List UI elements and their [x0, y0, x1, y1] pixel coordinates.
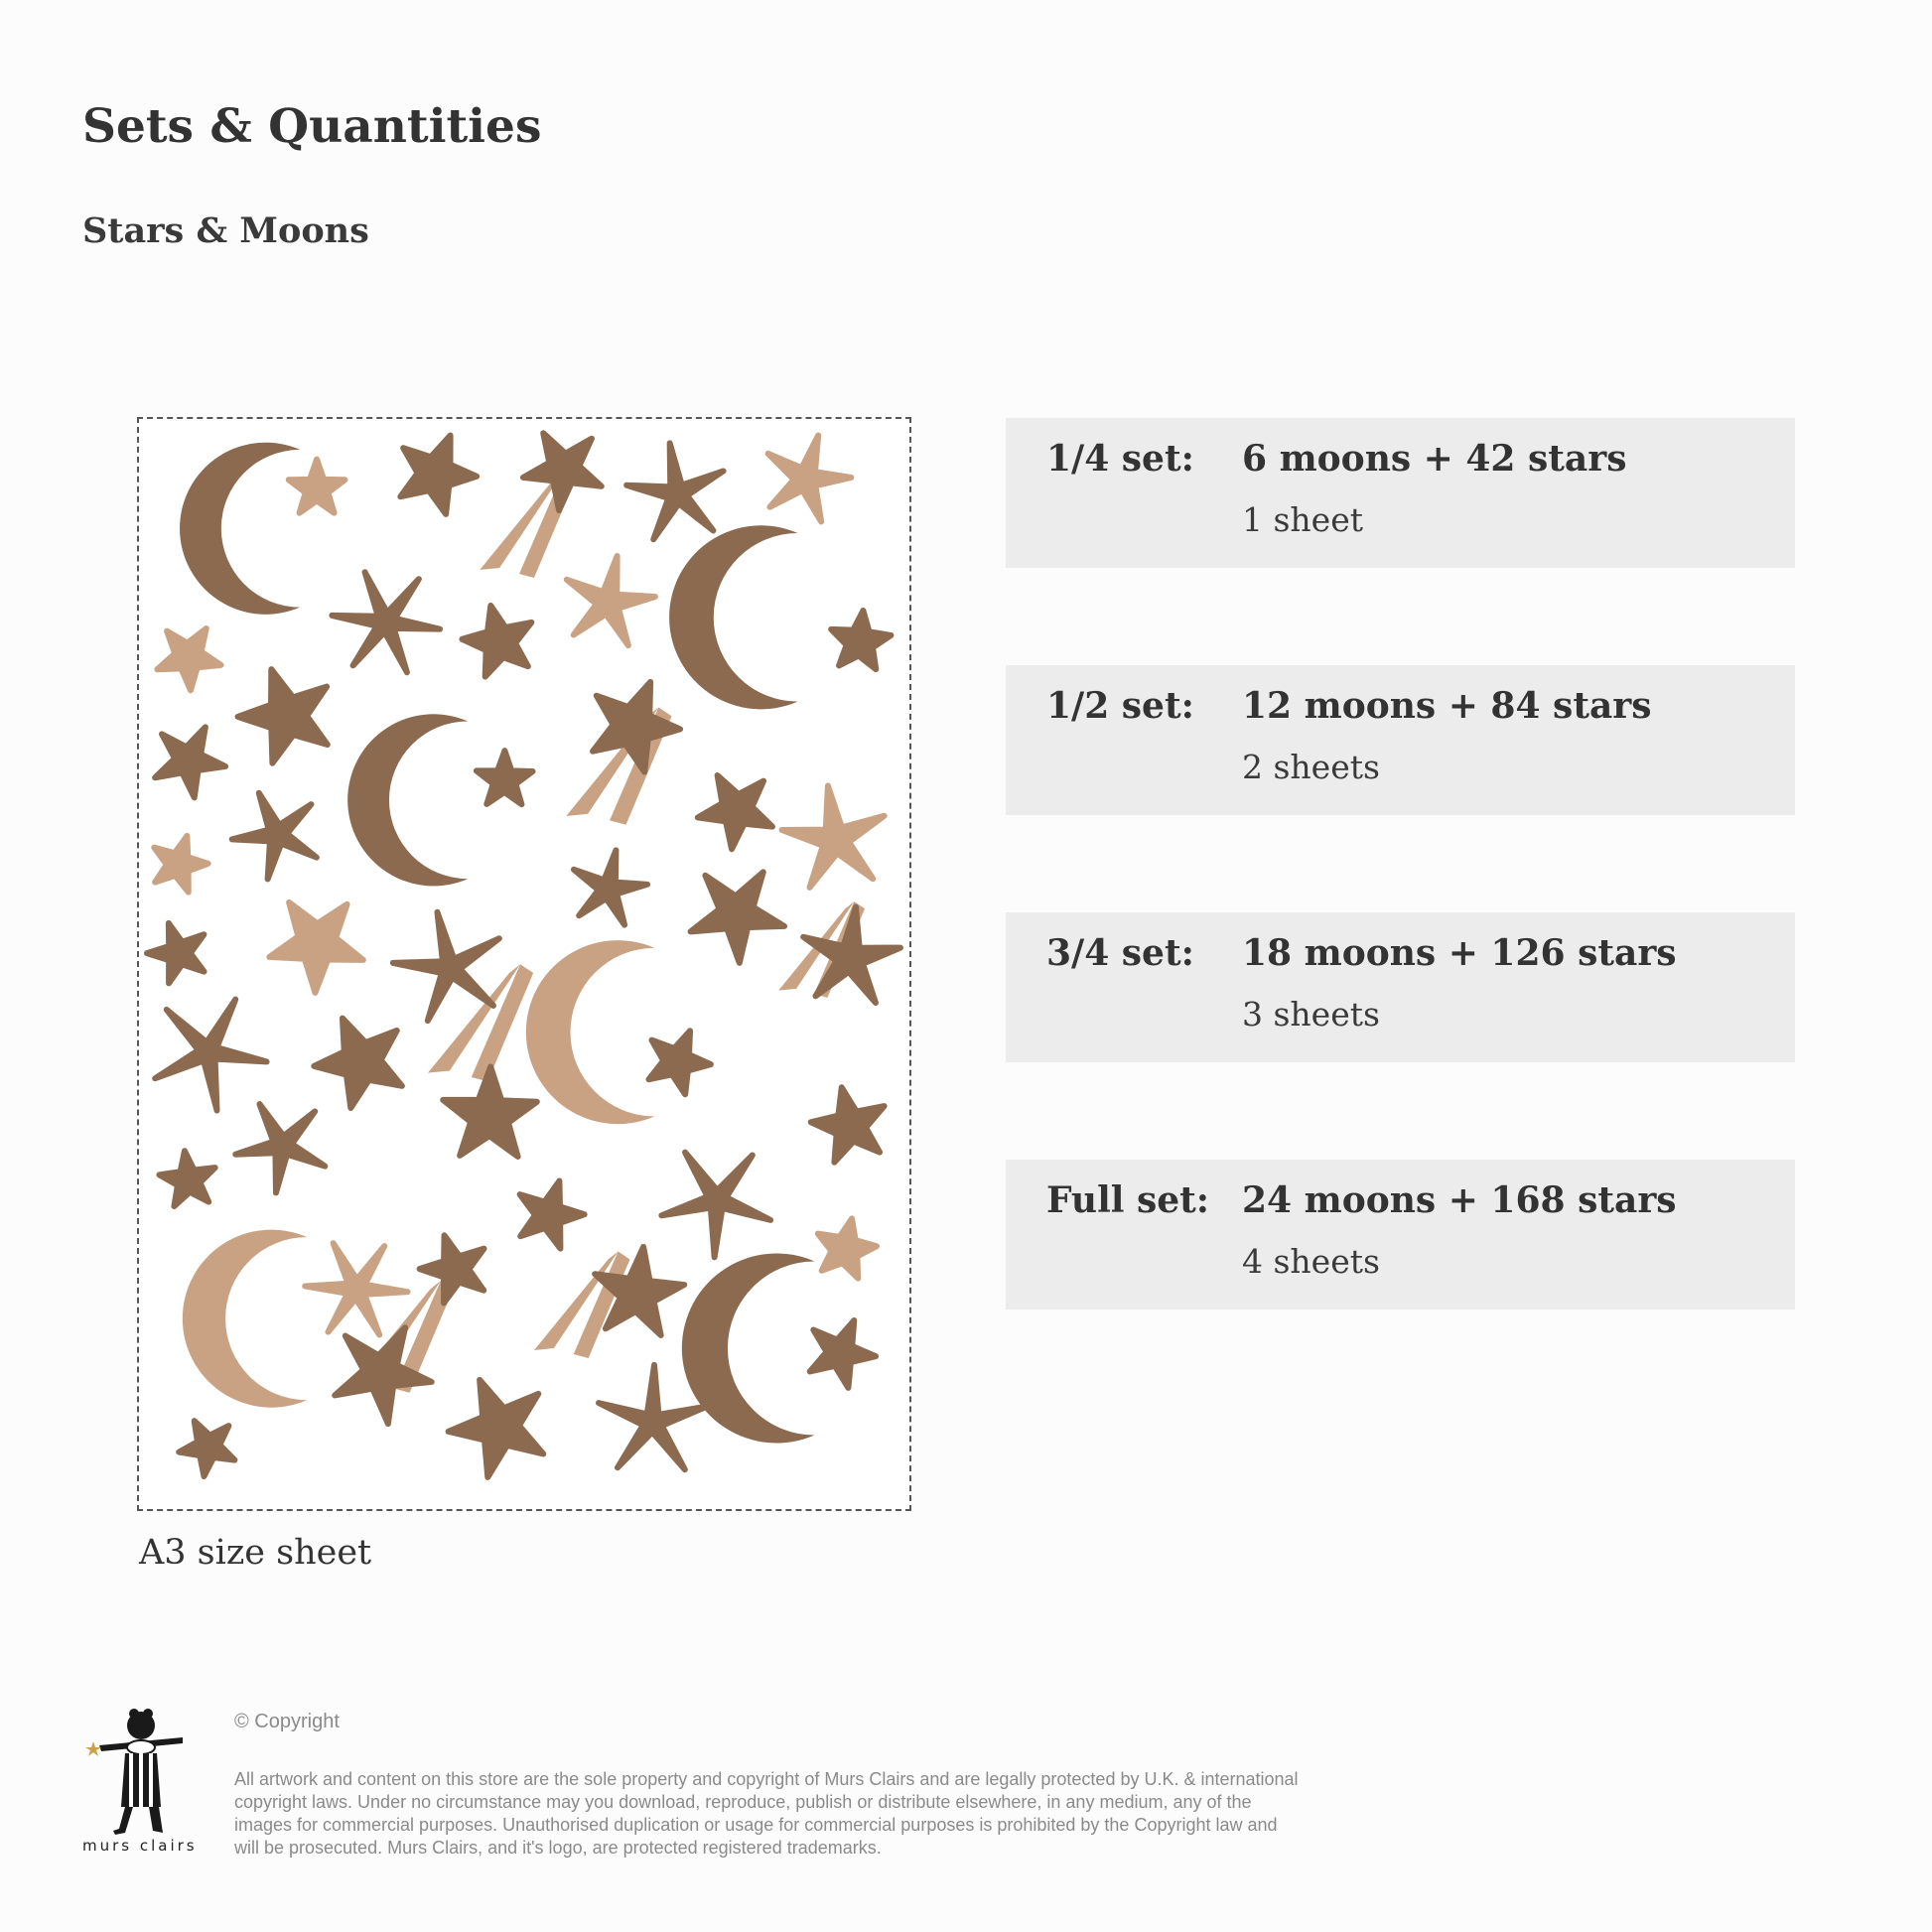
star-sticker — [768, 436, 852, 522]
star-sticker — [400, 436, 477, 514]
set-label: 1/2 set: — [1046, 685, 1194, 727]
set-contents: 12 moons + 84 stars — [1242, 685, 1652, 727]
set-card-quarter — [1006, 418, 1795, 568]
set-contents: 18 moons + 126 stars — [1242, 932, 1677, 974]
page-subtitle: Stars & Moons — [82, 210, 369, 251]
star-sticker — [691, 872, 785, 963]
star-sticker — [147, 923, 205, 984]
set-label: 1/4 set: — [1046, 438, 1194, 480]
page-title: Sets & Quantities — [82, 99, 542, 154]
star-sticker — [305, 1243, 407, 1334]
set-label: 3/4 set: — [1046, 932, 1194, 974]
star-sticker — [648, 1031, 710, 1094]
star-sticker — [593, 682, 680, 772]
set-sheet-count: 4 sheets — [1242, 1242, 1380, 1281]
star-sticker — [574, 850, 647, 924]
star-sticker — [520, 1180, 585, 1248]
star-sticker — [393, 912, 499, 1021]
copyright-text: All artwork and content on this store are the sole property and copyright of Murs Clairs and are legally protected by U.K. & international copyright laws. Under no circumstance may you download, reproduce, publish or distribute elsewhere, in any medium, any of the images for commercial purposes. Unauthorised duplication or usage for commercial purposes is prohibited by the Copyright law and will be prosecuted. Murs Clairs, and it's logo, are protected registered trademarks. — [234, 1769, 1299, 1858]
star-sticker — [626, 443, 723, 539]
star-sticker — [462, 606, 531, 677]
set-card-three-quarter — [1006, 912, 1795, 1062]
star-sticker — [155, 1000, 266, 1111]
star-sticker — [477, 751, 533, 804]
star-sticker — [567, 556, 655, 645]
moon-sticker — [183, 1230, 307, 1408]
star-sticker — [443, 1066, 537, 1157]
moon-sticker — [669, 525, 798, 709]
star-sticker — [449, 1380, 544, 1477]
set-sheet-count: 3 sheets — [1242, 995, 1380, 1034]
set-card-full — [1006, 1160, 1795, 1310]
star-sticker — [155, 727, 225, 797]
set-card-half — [1006, 665, 1795, 815]
star-sticker — [157, 628, 220, 690]
star-sticker — [811, 1087, 885, 1162]
sticker-sheet-preview — [137, 417, 911, 1511]
brand-name: murs clairs — [82, 1837, 198, 1855]
sheet-size-caption: A3 size sheet — [139, 1533, 372, 1573]
star-sticker — [269, 902, 363, 993]
star-sticker — [154, 836, 207, 893]
copyright-title: © Copyright — [234, 1711, 340, 1732]
star-sticker — [810, 1320, 876, 1388]
star-sticker — [523, 433, 602, 510]
mime-character-icon — [79, 1708, 199, 1837]
moon-sticker — [682, 1253, 815, 1443]
set-sheet-count: 1 sheet — [1242, 500, 1363, 539]
star-sticker — [237, 669, 327, 763]
star-sticker — [782, 785, 885, 887]
star-sticker — [332, 572, 440, 672]
set-contents: 24 moons + 168 stars — [1242, 1179, 1677, 1221]
star-sticker — [289, 460, 345, 513]
set-sheet-count: 2 sheets — [1242, 748, 1380, 786]
set-label: Full set: — [1046, 1179, 1210, 1221]
star-sticker — [314, 1019, 402, 1108]
moon-sticker — [526, 940, 655, 1124]
set-contents: 6 moons + 42 stars — [1242, 438, 1627, 480]
star-sticker — [698, 775, 772, 849]
brand-logo — [79, 1708, 199, 1857]
star-sticker — [831, 611, 891, 669]
star-sticker — [232, 793, 317, 880]
moon-sticker — [180, 443, 300, 615]
moon-sticker — [347, 714, 468, 886]
star-sticker — [818, 1218, 877, 1278]
star-sticker — [179, 1421, 234, 1476]
sticker-sheet-illustration — [139, 419, 909, 1509]
star-sticker — [159, 1151, 214, 1206]
star-sticker — [235, 1104, 325, 1192]
star-sticker — [661, 1153, 770, 1258]
